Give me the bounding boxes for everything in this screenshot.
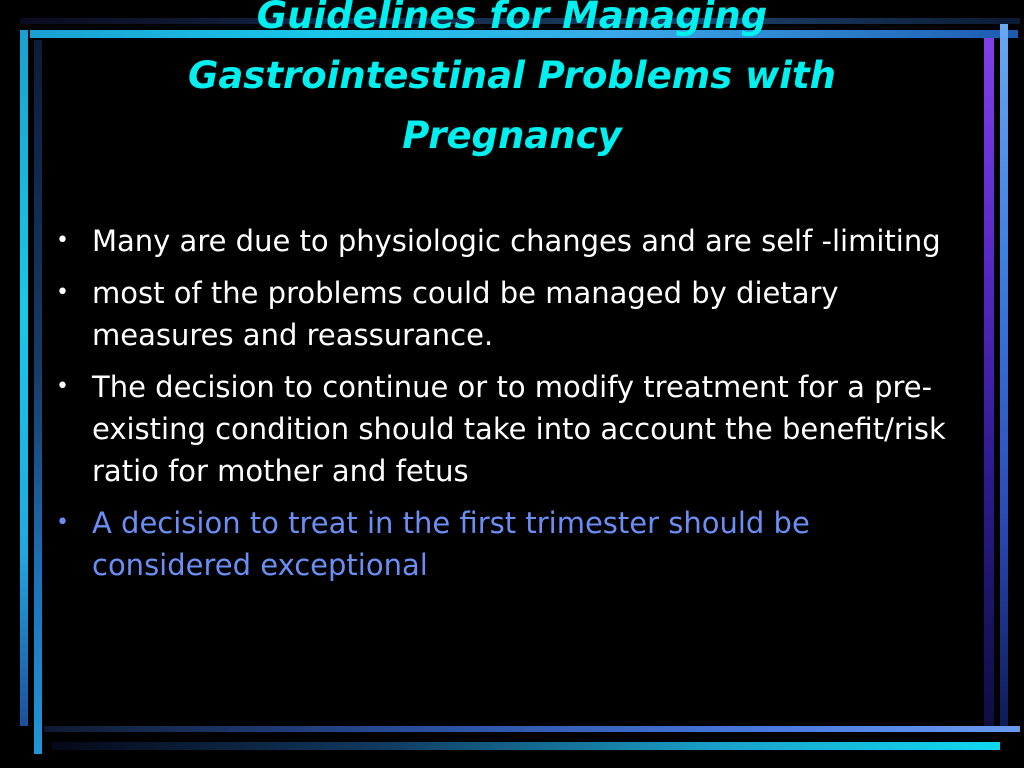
bullet-icon: • — [56, 228, 69, 253]
bullet-icon: • — [56, 374, 69, 399]
title-line: Gastrointestinal Problems with — [187, 54, 837, 97]
bullet-text: The decision to continue or to modify treatment for a pre-existing condition should take into account the benefit/risk ratio for mother and fetus — [92, 370, 946, 488]
slide-title — [60, 0, 964, 166]
bullet-item — [56, 366, 968, 492]
bullet-list — [56, 220, 968, 596]
title-line: Pregnancy — [402, 114, 622, 157]
bullet-text: A decision to treat in the first trimester should be considered exceptional — [92, 506, 810, 582]
frame-bar-left-outer — [20, 30, 28, 726]
bullet-item — [56, 220, 968, 262]
frame-bar-bottom-inner — [44, 726, 1020, 732]
frame-bar-right-outer — [1000, 24, 1008, 728]
bullet-text: Many are due to physiologic changes and are self -limiting — [92, 224, 941, 258]
frame-bar-left-inner — [34, 40, 42, 754]
bullet-icon: • — [56, 510, 69, 535]
title-line: Guidelines for Managing — [256, 0, 768, 37]
frame-bar-right-inner — [984, 38, 994, 728]
bullet-text: most of the problems could be managed by dietary measures and reassurance. — [92, 276, 839, 352]
frame-bar-bottom-outer — [52, 742, 1000, 750]
bullet-icon: • — [56, 280, 69, 305]
bullet-item — [56, 272, 968, 356]
bullet-item-highlighted — [56, 502, 968, 586]
